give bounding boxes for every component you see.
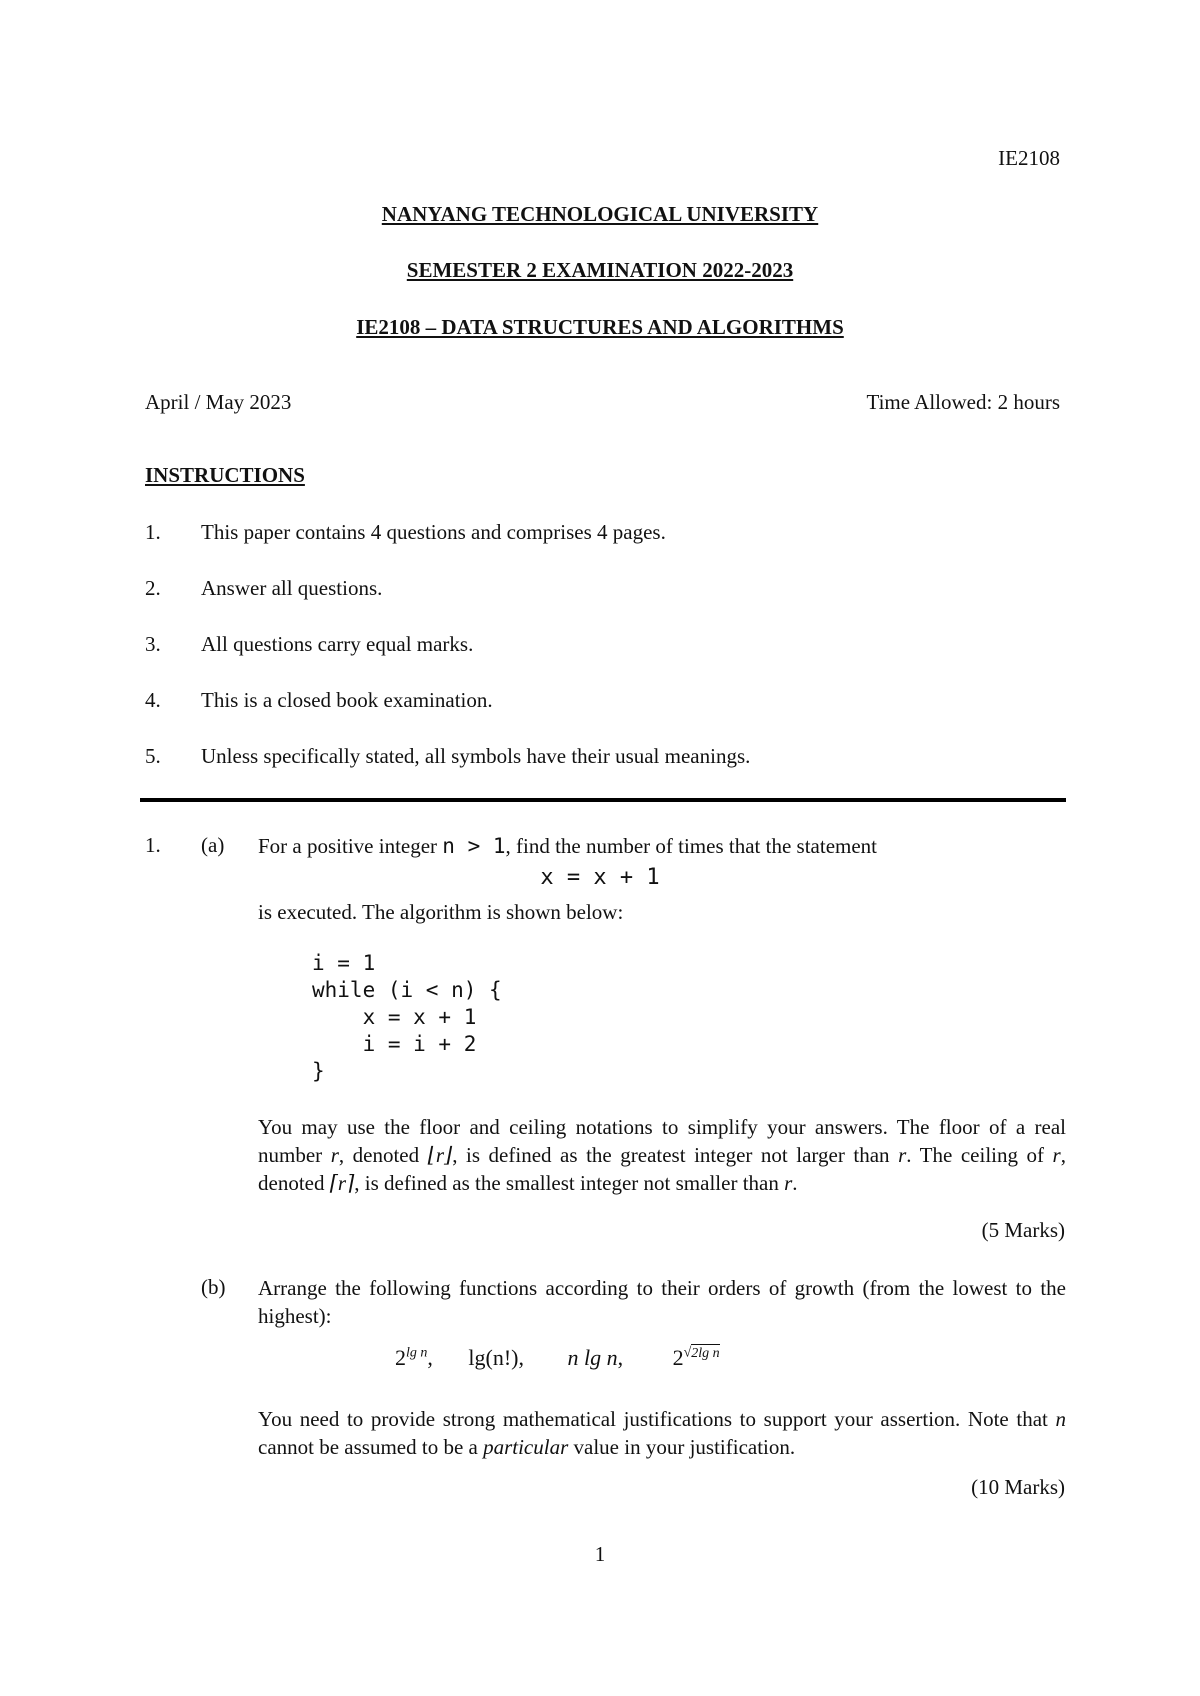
part-b-label: (b) (201, 1275, 226, 1299)
ceil-expression: ⌈r⌉ (329, 1171, 355, 1195)
instruction-number: 4. (145, 688, 161, 712)
part-b-text: Arrange the following functions according to their orders of growth (from the lowest to the highest): (258, 1276, 1066, 1328)
f2-text: lg(n!) (468, 1345, 519, 1370)
instruction-number: 2. (145, 576, 161, 600)
instruction-text: This paper contains 4 questions and comprises 4 pages. (201, 520, 666, 544)
part-b-marks: (10 Marks) (971, 1475, 1065, 1499)
f4-base: 2 (672, 1345, 684, 1370)
justify-text: You need to provide strong mathematical justifications to support your assertion. Note that (258, 1407, 1056, 1431)
ceil-text: , denoted (258, 1143, 1066, 1195)
function-2-pow-sqrt: $2^{√2lg n}$ (672, 1345, 720, 1370)
part-a-intro (258, 832, 1066, 860)
statement-expression: x = x + 1 (540, 865, 660, 890)
part-a-label: (a) (201, 833, 225, 857)
justification-paragraph (258, 1405, 1066, 1461)
code-line: i = 1 (312, 951, 376, 975)
instruction-number: 1. (145, 520, 161, 544)
instruction-number: 5. (145, 744, 161, 768)
code-line: i = i + 2 (312, 1032, 477, 1056)
function-nlgn: n lg n, (567, 1345, 624, 1370)
instruction-text: This is a closed book examination. (201, 688, 493, 712)
instruction-text: All questions carry equal marks. (201, 632, 474, 656)
instruction-text: Unless specifically stated, all symbols have their usual meanings. (201, 744, 751, 768)
var-n: n (1055, 1407, 1066, 1431)
exam-date: April / May 2023 (145, 390, 292, 414)
part-a-intro-text: For a positive integer (258, 834, 443, 858)
instruction-text: Answer all questions. (201, 576, 383, 600)
instructions-heading: INSTRUCTIONS (145, 463, 305, 487)
floor-text: You may use the floor and ceiling notations to simplify your answers. The floor of a real number (258, 1115, 1066, 1167)
function-list (395, 1345, 720, 1371)
f3-text: n lg n (567, 1345, 618, 1370)
floor-ceiling-paragraph (258, 1113, 1066, 1197)
code-line: } (312, 1059, 325, 1083)
var-r: r (784, 1171, 793, 1195)
university-title: NANYANG TECHNOLOGICAL UNIVERSITY (381, 202, 819, 226)
algorithm-code (312, 950, 502, 1085)
part-a-intro-text-2: , find the number of times that the statement (505, 834, 878, 858)
end-period: . (792, 1171, 798, 1195)
code-line: while (i < n) { (312, 978, 502, 1002)
ceil-text: , is defined as the smallest integer not smaller than (354, 1171, 785, 1195)
var-r: r (898, 1143, 907, 1167)
semester-title: SEMESTER 2 EXAMINATION 2022-2023 (406, 258, 794, 282)
particular-emphasis: particular (483, 1435, 569, 1459)
section-divider (140, 798, 1066, 802)
floor-expression: ⌊r⌋ (427, 1143, 453, 1167)
f4-exp: 2lg n (691, 1345, 720, 1361)
function-2-pow-lgn: $2^{lg n}$, (395, 1345, 433, 1370)
instruction-number: 3. (145, 632, 161, 656)
question-number: 1. (145, 833, 161, 857)
justify-text: cannot be assumed to be a (258, 1435, 484, 1459)
code-line: x = x + 1 (312, 1005, 477, 1029)
var-r: r (330, 1143, 339, 1167)
f1-exp: lg n (406, 1345, 428, 1361)
part-a-marks: (5 Marks) (981, 1218, 1065, 1242)
ceil-text: . The ceiling of (906, 1143, 1053, 1167)
condition-expression: n > 1 (442, 834, 506, 858)
page-code: IE2108 (998, 146, 1060, 170)
var-r: r (1052, 1143, 1061, 1167)
function-lg-factorial: lg(n!), (468, 1345, 524, 1370)
floor-text: , is defined as the greatest integer not larger than (452, 1143, 899, 1167)
part-a-executed: is executed. The algorithm is shown below: (258, 900, 624, 924)
justify-text: value in your justification. (568, 1435, 796, 1459)
time-allowed: Time Allowed: 2 hours (866, 390, 1060, 414)
f1-base: 2 (395, 1345, 406, 1370)
page-number: 1 (594, 1542, 606, 1566)
course-title: IE2108 – DATA STRUCTURES AND ALGORITHMS (356, 315, 844, 339)
floor-text: , denoted (338, 1143, 428, 1167)
